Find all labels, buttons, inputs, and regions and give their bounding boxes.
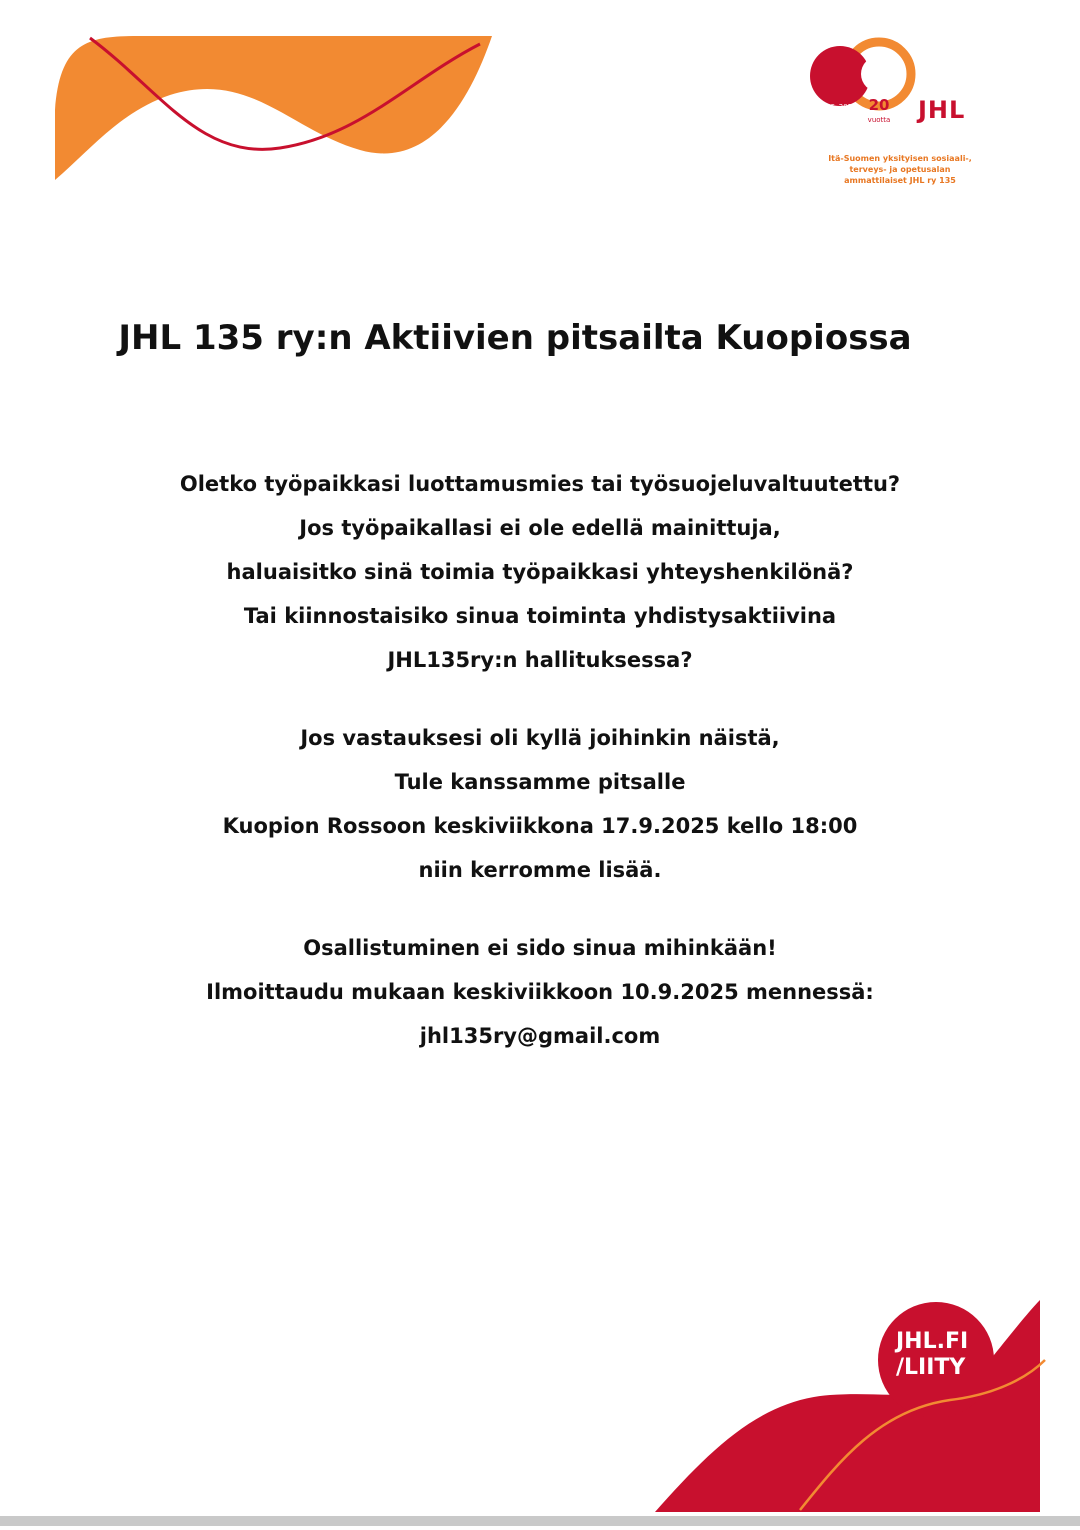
- page-title: JHL 135 ry:n Aktiivien pitsailta Kuopiossa: [118, 318, 912, 358]
- body-line: Tule kanssamme pitsalle: [394, 770, 686, 794]
- body-line: Oletko työpaikkasi luottamusmies tai työsuojeluvaltuutettu?: [179, 472, 901, 496]
- bottom-wave-decoration: [650, 1290, 1070, 1530]
- body-line: niin kerromme lisää.: [418, 858, 662, 882]
- paragraph-gap: [0, 682, 1080, 716]
- body-line: Jos työpaikallasi ei ole edellä mainittuja,: [299, 516, 781, 540]
- bottom-border: [0, 1516, 1080, 1526]
- logo-brand: JHL: [918, 96, 966, 124]
- logo-caption-line: ammattilaiset JHL ry 135: [844, 176, 956, 185]
- join-link-badge[interactable]: [896, 1329, 968, 1381]
- body-line: Osallistuminen ei sido sinua mihinkään!: [303, 936, 777, 960]
- logo-vuotta: vuotta: [867, 116, 891, 124]
- logo-caption-line: terveys- ja opetusalan: [849, 165, 951, 174]
- jhl-20-years-logo: [800, 34, 990, 185]
- body-line: JHL135ry:n hallituksessa?: [387, 648, 693, 672]
- logo-years: 2005–2025: [817, 103, 857, 111]
- flyer-body: [0, 462, 1080, 1058]
- paragraph-gap: [0, 892, 1080, 926]
- event-details-line: Kuopion Rossoon keskiviikkona 17.9.2025 kello 18:00: [222, 814, 858, 838]
- logo-caption: [810, 153, 990, 186]
- contact-email: jhl135ry@gmail.com: [419, 1024, 661, 1048]
- badge-line: JHL.FI: [896, 1329, 969, 1354]
- registration-deadline-line: Ilmoittaudu mukaan keskiviikkoon 10.9.2025 mennessä:: [206, 980, 874, 1004]
- body-line: Tai kiinnostaisiko sinua toiminta yhdistysaktiivina: [243, 604, 837, 628]
- top-wave-decoration: [0, 0, 520, 200]
- badge-line: /LIITY: [896, 1355, 966, 1380]
- body-line: Jos vastauksesi oli kyllä joihinkin näistä,: [300, 726, 780, 750]
- logo-caption-line: Itä-Suomen yksityisen sosiaali-,: [828, 154, 972, 163]
- anniversary-circles-icon: [800, 34, 920, 154]
- body-line: haluaisitko sinä toimia työpaikkasi yhteyshenkilönä?: [226, 560, 854, 584]
- logo-twenty: 20: [868, 96, 890, 114]
